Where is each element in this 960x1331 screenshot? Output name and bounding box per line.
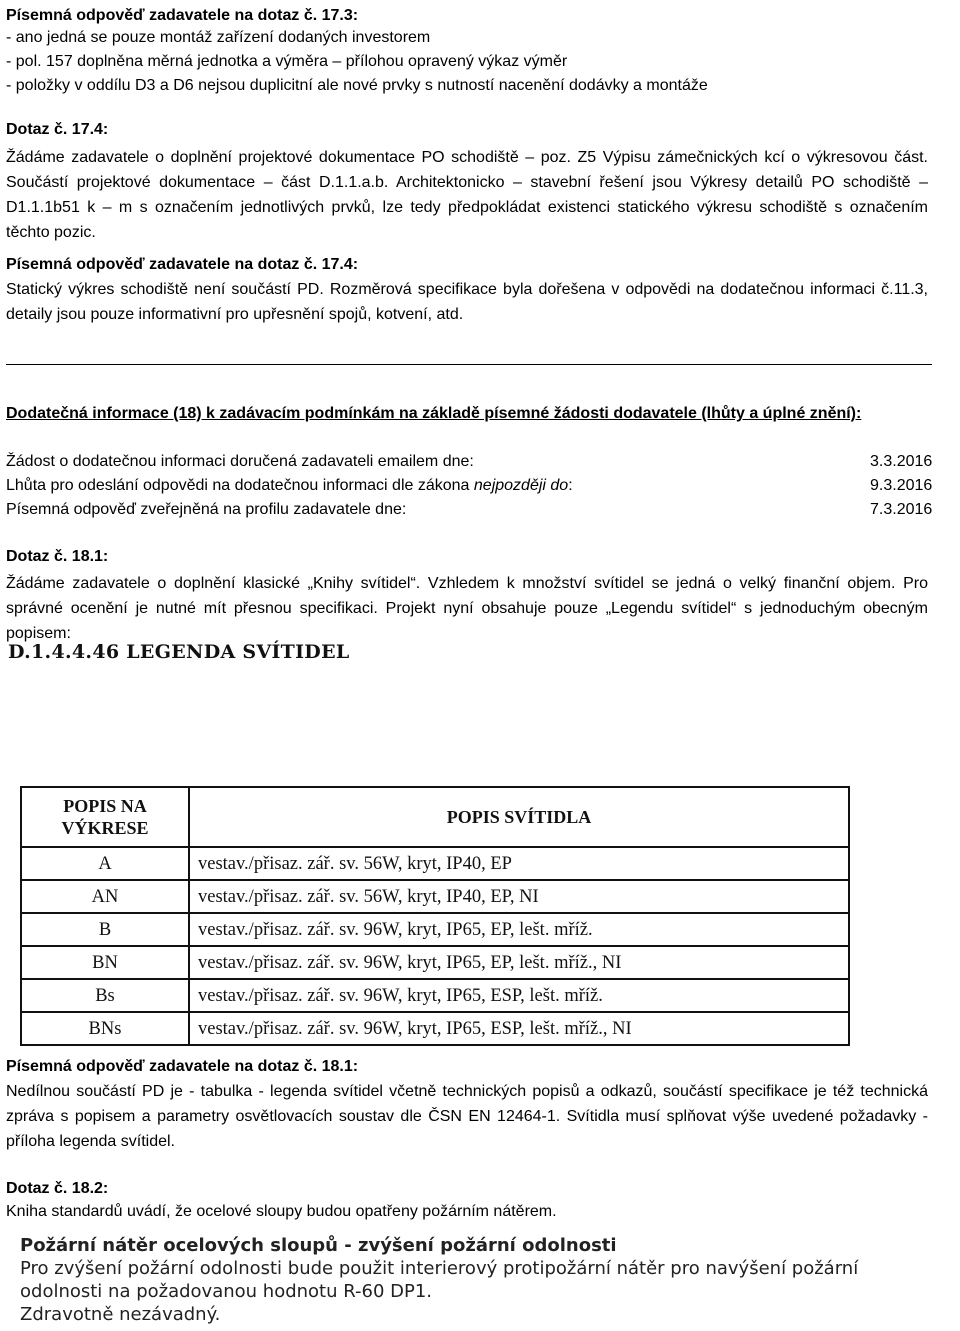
fire-coating-line: odolnosti na požadovanou hodnotu R-60 DP1. bbox=[20, 1281, 433, 1302]
question-18-2-heading: Dotaz č. 18.2: bbox=[6, 1180, 109, 1197]
question-17-4-text: Žádáme zadavatele o doplnění projektové dokumentace PO schodiště – poz. Z5 Výpisu zámečnických kcí o výkresovou část. Součástí projektové dokumentace – část D.1.1.a.b. Architektonicko – stavební řešení jsou Výkresy detailů PO schodiště – D1.1.1b51 k – m s označením jednotlivých prvků, lze tedy předpokládat existenci statického výkresu schodiště s označením těchto pozic. bbox=[6, 149, 928, 241]
table-row bbox=[21, 946, 849, 979]
info-18-row-date: 7.3.2016 bbox=[870, 501, 933, 518]
fire-coating-excerpt bbox=[20, 1234, 958, 1326]
table-row bbox=[21, 979, 849, 1012]
answer-18-1-text: Nedílnou součástí PD je - tabulka - legenda svítidel včetně technických popisů a odkazů, součástí specifikace je též technická zpráva s popisem a parametry osvětlovacích soustav dle ČSN EN 12464-1. Svítidla musí splňovat výše uvedené požadavky - příloha legenda svítidel. bbox=[6, 1083, 928, 1150]
fire-coating-line: Zdravotně nezávadný. bbox=[20, 1304, 221, 1325]
info-18-row-label: Písemná odpověď zveřejněná na profilu zadavatele dne: bbox=[6, 501, 407, 518]
legend-code: Bs bbox=[21, 979, 189, 1012]
table-row bbox=[21, 880, 849, 913]
answer-17-3-line: - ano jedná se pouze montáž zařízení dodaných investorem bbox=[6, 29, 431, 46]
section-divider bbox=[6, 364, 932, 365]
answer-18-1-heading: Písemná odpověď zadavatele na dotaz č. 18.1: bbox=[6, 1058, 359, 1075]
info-18-row-date: 9.3.2016 bbox=[870, 477, 933, 494]
legend-code: AN bbox=[21, 880, 189, 913]
legend-code: BN bbox=[21, 946, 189, 979]
answer-17-4-text: Statický výkres schodiště není součástí PD. Rozměrová specifikace byla dořešena v odpovědi na dodatečnou informaci č.11.3, detaily jsou pouze informativní pro upřesnění spojů, kotvení, atd. bbox=[6, 281, 928, 323]
question-17-4-heading: Dotaz č. 17.4: bbox=[6, 121, 109, 138]
info-18-row-label: Lhůta pro odeslání odpovědi na dodatečnou informaci dle zákona nejpozději do: bbox=[6, 477, 573, 494]
table-row bbox=[21, 1012, 849, 1045]
legend-code: BNs bbox=[21, 1012, 189, 1045]
fire-coating-heading: Požární nátěr ocelových sloupů - zvýšení požární odolnosti bbox=[20, 1235, 617, 1256]
fire-coating-line: Pro zvýšení požární odolnosti bude použit interierový protipožární nátěr pro navýšení požární bbox=[20, 1258, 859, 1279]
legend-col-desc-header: POPIS SVÍTIDLA bbox=[189, 787, 849, 847]
legend-table-header bbox=[21, 787, 849, 847]
answer-17-3-heading: Písemná odpověď zadavatele na dotaz č. 17.3: bbox=[6, 7, 359, 24]
question-18-2-text: Kniha standardů uvádí, že ocelové sloupy budou opatřeny požárním nátěrem. bbox=[6, 1203, 557, 1220]
question-18-1-text: Žádáme zadavatele o doplnění klasické „Knihy svítidel“. Vzhledem k množství svítidel se jedná o velký finanční objem. Pro správné ocenění je nutné mít přesnou specifikaci. Projekt nyní obsahuje pouze „Legendu svítidel“ s jednoduchým obecným popisem: bbox=[6, 575, 928, 642]
legend-desc: vestav./přisaz. zář. sv. 56W, kryt, IP40, EP, NI bbox=[189, 880, 849, 913]
info-18-title: Dodatečná informace (18) k zadávacím podmínkám na základě písemné žádosti dodavatele (lhůty a úplné znění): bbox=[6, 405, 862, 422]
answer-17-3-line: - pol. 157 doplněna měrná jednotka a výměra – přílohou opravený výkaz výměr bbox=[6, 53, 568, 70]
answer-17-3-line: - položky v oddílu D3 a D6 nejsou duplicitní ale nové prvky s nutností nacenění dodávky a montáže bbox=[6, 77, 708, 94]
legend-scan-title: D.1.4.4.46 LEGENDA SVÍTIDEL bbox=[8, 641, 350, 663]
info-18-row-label: Žádost o dodatečnou informaci doručená zadavateli emailem dne: bbox=[6, 453, 474, 470]
legend-col-code-header: POPIS NA VÝKRESE bbox=[21, 787, 189, 847]
legend-desc: vestav./přisaz. zář. sv. 96W, kryt, IP65, ESP, lešt. mříž., NI bbox=[189, 1012, 849, 1045]
table-row bbox=[21, 847, 849, 880]
table-row bbox=[21, 913, 849, 946]
legend-code: B bbox=[21, 913, 189, 946]
question-18-1-heading: Dotaz č. 18.1: bbox=[6, 548, 109, 565]
legend-code: A bbox=[21, 847, 189, 880]
info-18-row-date: 3.3.2016 bbox=[870, 453, 933, 470]
legend-desc: vestav./přisaz. zář. sv. 96W, kryt, IP65, EP, lešt. mříž., NI bbox=[189, 946, 849, 979]
legend-desc: vestav./přisaz. zář. sv. 96W, kryt, IP65, EP, lešt. mříž. bbox=[189, 913, 849, 946]
legend-table bbox=[20, 786, 850, 1046]
answer-17-4-heading: Písemná odpověď zadavatele na dotaz č. 17.4: bbox=[6, 256, 359, 273]
legend-desc: vestav./přisaz. zář. sv. 56W, kryt, IP40, EP bbox=[189, 847, 849, 880]
legend-desc: vestav./přisaz. zář. sv. 96W, kryt, IP65, ESP, lešt. mříž. bbox=[189, 979, 849, 1012]
